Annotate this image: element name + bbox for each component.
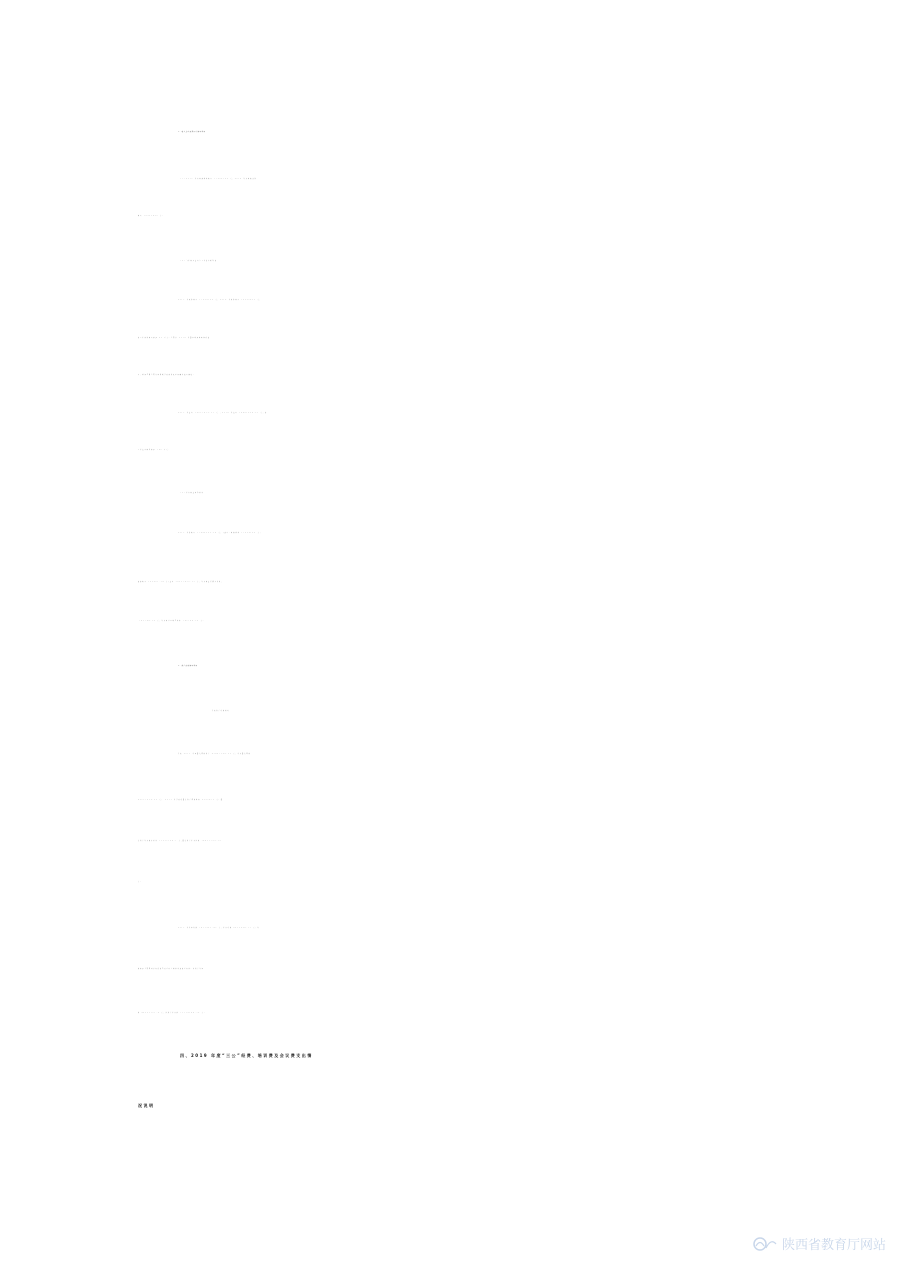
section-2-p4-line1: 2019 年总收入 14625323.96 元，(其中：财政拨款 14505122 元； xyxy=(178,533,263,534)
section-3-p1-line4: 元。 xyxy=(138,882,143,883)
section-3-p1-line3: 定资产年末累计折旧 17097158.4 元,固定资产年末净值 46897433.93 xyxy=(138,841,222,842)
section-2-p3-line1: 2019 年支出 15094810.91 元 ，2018 年支出 16851536.07 元，比 xyxy=(178,413,268,414)
section-3-p2-line2: 债减少主要原因是付质保金及应付工程款等其他应付款。净资产年初 xyxy=(138,969,204,970)
section-3-p2-line1: 2019 年年初负债 4617329.67 元，年末负债 2270538.77 元；负 xyxy=(178,928,260,929)
section-3-p1-line1: 学校 2019 年初固定原值资产 61654952.33 元，年末固定原值 xyxy=(178,754,251,755)
section-2-p1-line1: （1）2019 年末财政拨款收入 14505122 元，2018 年末财政决算 xyxy=(180,179,257,180)
section-4-heading-line1: 四、2019 年度“三公”经费、培训费及会议费支出情 xyxy=(180,1053,313,1058)
section-2-p4-line3: -469486.95 元，年末用事业基金弥补 469486.95 元。 xyxy=(138,621,206,622)
section-3-p2-line3: 数 62339191.8 元，净资产年末数 47112166.45 元。 xyxy=(138,1013,207,1014)
section-2-subheading-3: （3）年末收支结余情况 xyxy=(180,493,204,494)
watermark-text: 陕西省教育厅网站 xyxy=(781,1238,886,1253)
section-2-p2-line2: 比上年预算收入减少 80 万元。主要是 2018 年国家增加基础教育投 xyxy=(138,338,211,339)
section-2-p1-line2: 收入 15309800 元。 xyxy=(138,216,165,217)
section-2-p3-line2: 上年支出相对减少 180 万元. xyxy=(138,450,171,451)
section-2-heading: 2、收入支出预算执行情况说明 xyxy=(178,132,206,133)
section-4-heading-line2: 况说明 xyxy=(138,1103,155,1108)
section-3-p1-line2: 63994592.33 元； 2019 年学校总固定资产原值增加 2339640 元。固 xyxy=(138,800,224,801)
site-watermark xyxy=(752,1234,886,1253)
section-3-subheading: 学校资产负债情况 xyxy=(212,711,230,712)
section-2-p4-line2: 其他收入 120201.96 元)支出 15094810.91 元，年末收支差额为负数， xyxy=(138,582,224,583)
section-2-p2-line3: 入，增加金额主要是用提高学校师资队伍和硬件投入建设。 xyxy=(138,375,196,376)
ministry-logo-icon xyxy=(752,1235,778,1253)
section-2-subheading-2: （2）当年收入支出与上年度分析对比 xyxy=(180,261,218,262)
section-3-heading: 3、资产负债情况说明 xyxy=(178,666,198,667)
section-2-p2-line1: 2019 年预算收入 14505122 元，2018 年预算收入 15309800 元， xyxy=(178,300,262,301)
